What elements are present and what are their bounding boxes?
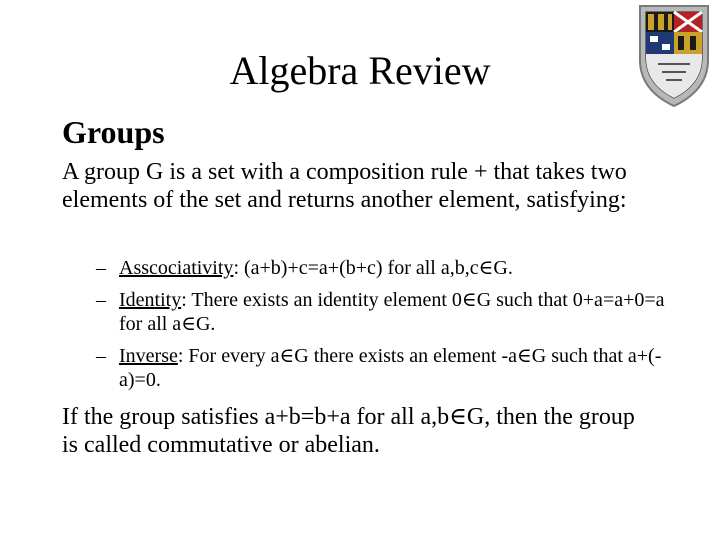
bullet-dash: –: [96, 289, 106, 311]
bullet-dash: –: [96, 257, 106, 279]
bullet-text: : There exists an identity element 0∈G such that 0+a=a+0=a for all a∈G.: [119, 289, 665, 335]
bullet-identity: [119, 288, 679, 336]
bullet-term: Asscociativity: [119, 257, 234, 279]
bullet-text: : For every a∈G there exists an element -a∈G such that a+(-a)=0.: [119, 345, 662, 391]
slide-title: Algebra Review: [229, 48, 491, 93]
bullet-inverse: [119, 344, 679, 392]
bullet-associativity: [119, 256, 679, 280]
conclusion-paragraph: If the group satisfies a+b=b+a for all a,b∈G, then the group is called commutative or abelian.: [62, 404, 635, 458]
bullet-term: Inverse: [119, 345, 178, 367]
bullet-dash: –: [96, 345, 106, 367]
bullet-term: Identity: [119, 289, 182, 311]
section-heading: Groups: [62, 114, 165, 150]
bullet-text: : (a+b)+c=a+(b+c) for all a,b,c∈G.: [233, 257, 513, 279]
intro-paragraph: A group G is a set with a composition rule + that takes two elements of the set and returns another element, satisfying:: [62, 159, 627, 213]
